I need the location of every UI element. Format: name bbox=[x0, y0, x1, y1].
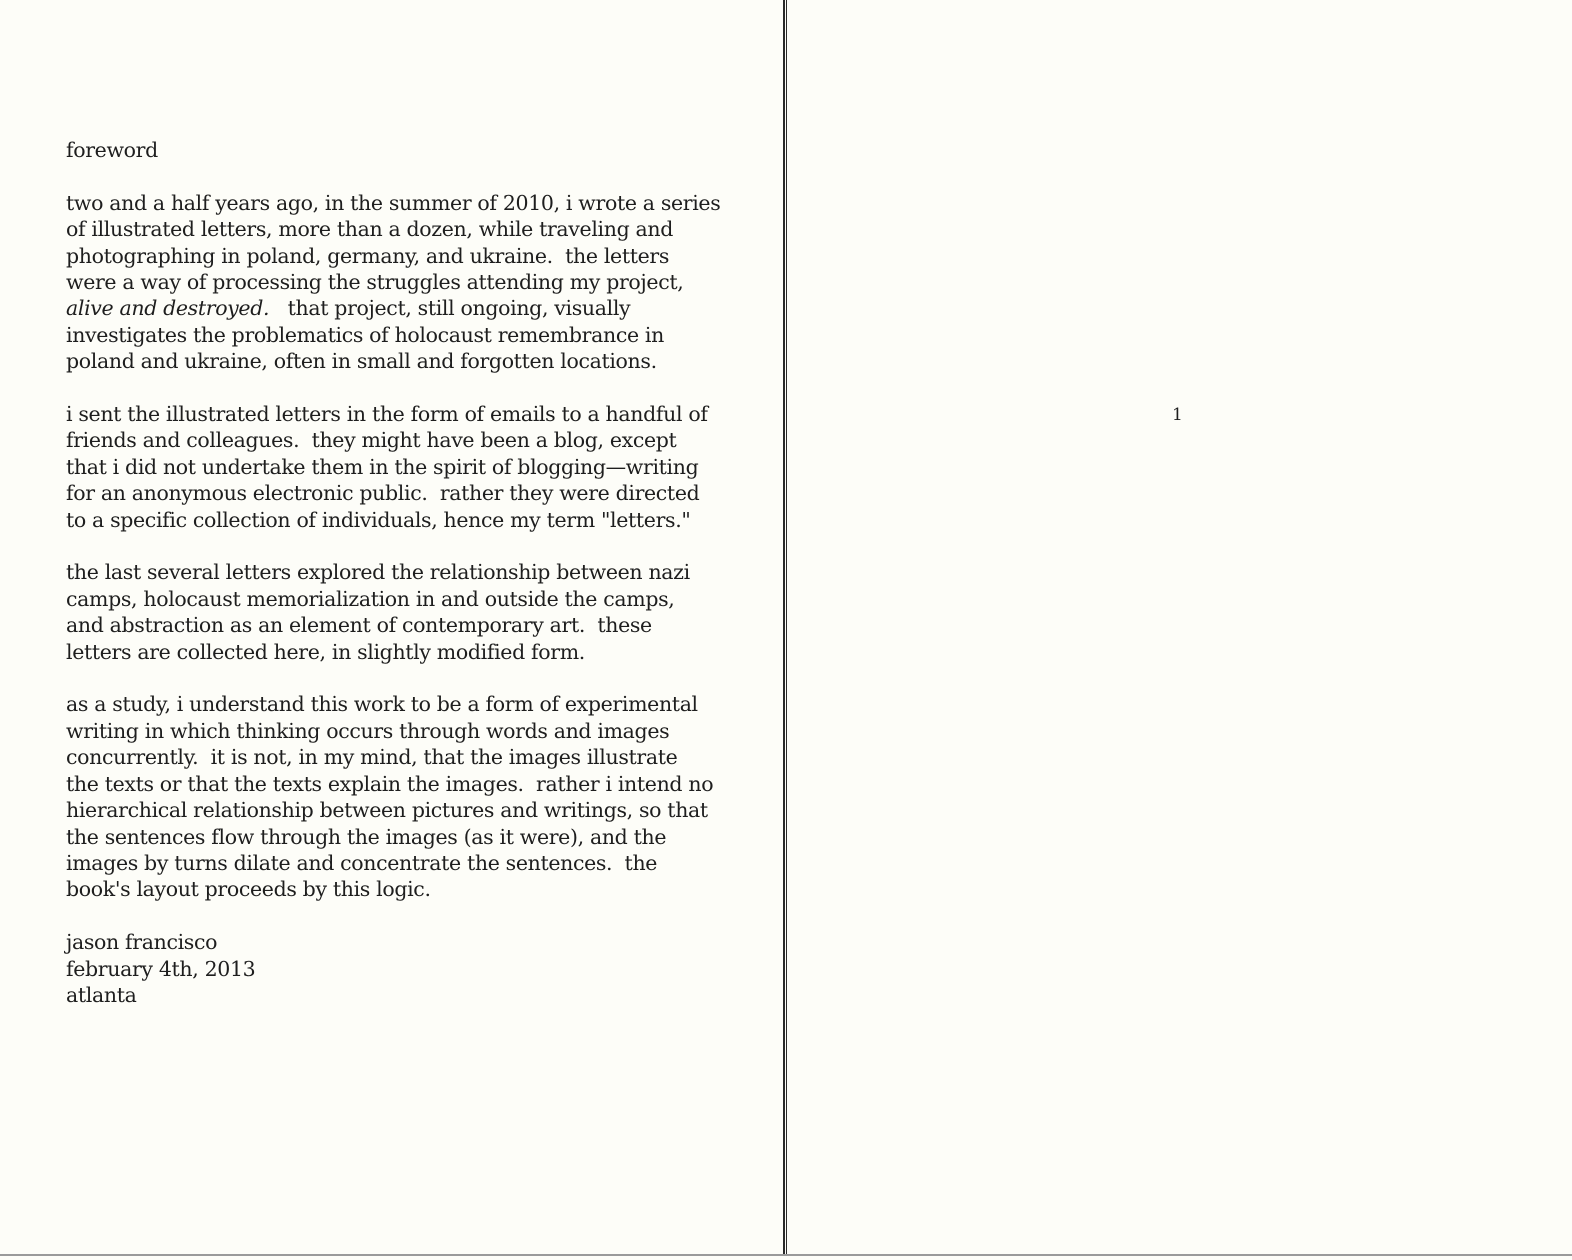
text-line: to a specific collection of individuals, hence my term "letters." bbox=[66, 507, 691, 532]
text-line: of illustrated letters, more than a dozen, while traveling and bbox=[66, 217, 674, 242]
text-line bbox=[66, 295, 766, 321]
text-line: images by turns dilate and concentrate the sentences. the bbox=[66, 850, 658, 875]
signature-date: february 4th, 2013 bbox=[66, 956, 256, 981]
page-bottom-edge bbox=[0, 1254, 1572, 1260]
foreword-text bbox=[66, 137, 766, 1008]
text-line: two and a half years ago, in the summer of 2010, i wrote a series bbox=[66, 190, 721, 215]
text-line: the last several letters explored the relationship between nazi bbox=[66, 560, 690, 585]
author-name: jason francisco bbox=[66, 930, 218, 955]
text-line: letters are collected here, in slightly modified form. bbox=[66, 639, 585, 664]
text-line: were a way of processing the struggles attending my project, bbox=[66, 270, 684, 295]
text-line: poland and ukraine, often in small and forgotten locations. bbox=[66, 349, 657, 374]
text-line: writing in which thinking occurs through words and images bbox=[66, 718, 670, 743]
text-line: the texts or that the texts explain the images. rather i intend no bbox=[66, 771, 714, 796]
page-number: 1 bbox=[1172, 405, 1183, 425]
text-line: investigates the problematics of holocaust remembrance in bbox=[66, 322, 664, 347]
text-line: as a study, i understand this work to be a form of experimental bbox=[66, 692, 698, 717]
text-line: the sentences flow through the images (as it were), and the bbox=[66, 824, 667, 849]
text-line: photographing in poland, germany, and ukraine. the letters bbox=[66, 243, 670, 268]
signature-block bbox=[66, 929, 766, 1008]
paragraph-2 bbox=[66, 401, 766, 533]
text-line: camps, holocaust memorialization in and outside the camps, bbox=[66, 586, 675, 611]
text-line: hierarchical relationship between pictures and writings, so that bbox=[66, 798, 708, 823]
paragraph-1 bbox=[66, 190, 766, 375]
paragraph-4 bbox=[66, 691, 766, 902]
text-line: book's layout proceeds by this logic. bbox=[66, 877, 431, 902]
paragraph-3 bbox=[66, 559, 766, 665]
text-line: i sent the illustrated letters in the form of emails to a handful of bbox=[66, 402, 708, 427]
text-line: that i did not undertake them in the spirit of blogging—writing bbox=[66, 454, 699, 479]
text-line: and abstraction as an element of contemporary art. these bbox=[66, 613, 652, 638]
text-fragment: that project, still ongoing, visually bbox=[269, 296, 631, 321]
right-page bbox=[787, 0, 1572, 1254]
signature-place: atlanta bbox=[66, 982, 137, 1007]
text-line: concurrently. it is not, in my mind, that the images illustrate bbox=[66, 745, 678, 770]
text-line: for an anonymous electronic public. rather they were directed bbox=[66, 481, 700, 506]
text-line: friends and colleagues. they might have been a blog, except bbox=[66, 428, 677, 453]
project-title: alive and destroyed. bbox=[66, 296, 270, 321]
foreword-heading: foreword bbox=[66, 138, 158, 162]
left-page bbox=[0, 0, 783, 1254]
